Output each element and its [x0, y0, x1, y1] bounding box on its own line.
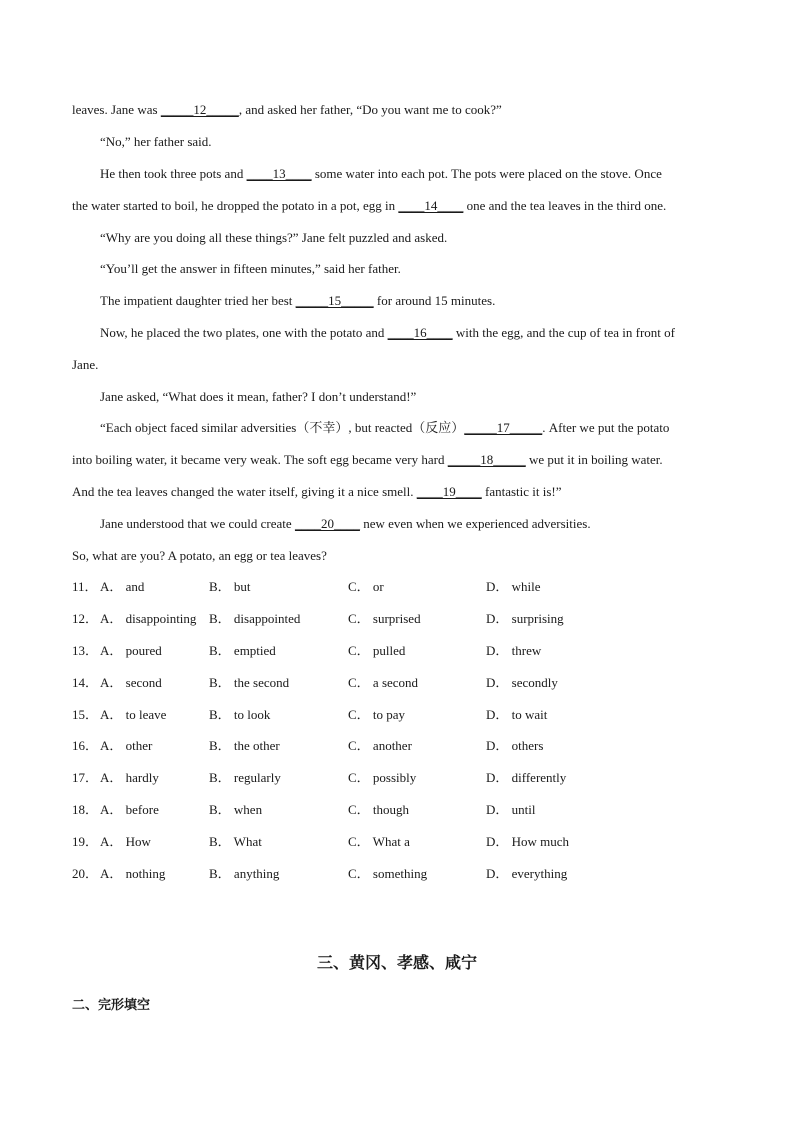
- option-d: D． How much: [486, 834, 570, 849]
- option-c: C． surprised: [348, 611, 421, 626]
- passage-line: [100, 165, 730, 183]
- blank-16: ____16____: [387, 325, 453, 340]
- passage-line: “You’ll get the answer in fifteen minutes,” said her father.: [100, 261, 401, 276]
- option-a: A． to leave: [100, 707, 167, 722]
- option-a: A． second: [100, 675, 162, 690]
- option-b: B． but: [209, 579, 251, 594]
- blank-19: ____19____: [416, 484, 482, 499]
- option-d: D． everything: [486, 866, 568, 881]
- passage-line: [100, 324, 730, 342]
- blank-12: _____12_____: [160, 102, 239, 117]
- option-d: D． others: [486, 738, 544, 753]
- option-b: B． emptied: [209, 643, 276, 658]
- option-d: D． differently: [486, 770, 567, 785]
- question-number: 15．: [72, 707, 99, 722]
- text: we put it in boiling water.: [525, 452, 663, 467]
- text: , and asked her father, “Do you want me to cook?”: [238, 102, 502, 117]
- blank-18: _____18_____: [447, 452, 526, 467]
- option-c: C． something: [348, 866, 428, 881]
- passage-line: “Why are you doing all these things?” Jane felt puzzled and asked.: [100, 230, 448, 245]
- option-d: D． threw: [486, 643, 542, 658]
- question-row: [72, 610, 732, 628]
- text: Now, he placed the two plates, one with the potato and: [100, 325, 388, 340]
- question-number: 14．: [72, 675, 99, 690]
- passage-line: “No,” her father said.: [100, 134, 212, 149]
- question-number: 19．: [72, 834, 99, 849]
- option-c: C． pulled: [348, 643, 406, 658]
- option-a: A． How: [100, 834, 151, 849]
- passage-line: [72, 101, 732, 119]
- option-a: A． disappointing: [100, 611, 197, 626]
- blank-20: ____20____: [294, 516, 360, 531]
- question-number: 20．: [72, 866, 99, 881]
- question-row: [72, 737, 732, 755]
- option-b: B． disappointed: [209, 611, 301, 626]
- text: for around 15 minutes.: [373, 293, 496, 308]
- option-b: B． when: [209, 802, 263, 817]
- blank-13: ____13____: [246, 166, 312, 181]
- question-row: [72, 674, 732, 692]
- passage-line: [72, 483, 732, 501]
- passage-line: Jane asked, “What does it mean, father? I don’t understand!”: [100, 389, 417, 404]
- blank-15: _____15_____: [295, 293, 374, 308]
- passage-line: [100, 515, 730, 533]
- option-d: D． secondly: [486, 675, 558, 690]
- option-d: D． to wait: [486, 707, 548, 722]
- question-row: [72, 769, 732, 787]
- option-a: A． and: [100, 579, 145, 594]
- option-b: B． to look: [209, 707, 271, 722]
- text: . After we put the potato: [542, 420, 670, 435]
- question-row: [72, 706, 732, 724]
- text: “Each object faced similar adversities（不幸）, but reacted（反应）: [100, 420, 465, 435]
- text: And the tea leaves changed the water itself, giving it a nice smell.: [72, 484, 417, 499]
- question-row: [72, 578, 732, 596]
- option-a: A． before: [100, 802, 159, 817]
- option-c: C． a second: [348, 675, 419, 690]
- option-d: D． surprising: [486, 611, 564, 626]
- option-a: A． other: [100, 738, 153, 753]
- text: with the egg, and the cup of tea in front of: [452, 325, 675, 340]
- option-b: B． regularly: [209, 770, 281, 785]
- option-b: B． the second: [209, 675, 290, 690]
- text: one and the tea leaves in the third one.: [463, 198, 667, 213]
- option-c: C． to pay: [348, 707, 406, 722]
- passage-line: So, what are you? A potato, an egg or tea leaves?: [72, 548, 327, 563]
- text: He then took three pots and: [100, 166, 247, 181]
- question-row: [72, 801, 732, 819]
- option-c: C． or: [348, 579, 384, 594]
- option-b: B． anything: [209, 866, 280, 881]
- question-number: 11．: [72, 579, 98, 594]
- text: The impatient daughter tried her best: [100, 293, 296, 308]
- text: into boiling water, it became very weak. The soft egg became very hard: [72, 452, 448, 467]
- question-row: [72, 833, 732, 851]
- option-a: A． hardly: [100, 770, 159, 785]
- text: the water started to boil, he dropped the potato in a pot, egg in: [72, 198, 399, 213]
- blank-17: _____17_____: [464, 420, 543, 435]
- option-c: C． What a: [348, 834, 410, 849]
- option-b: B． What: [209, 834, 262, 849]
- text: fantastic it is!”: [481, 484, 562, 499]
- passage-line: [72, 197, 732, 215]
- question-number: 17．: [72, 770, 99, 785]
- text: leaves. Jane was: [72, 102, 161, 117]
- text: Jane understood that we could create: [100, 516, 295, 531]
- question-number: 16．: [72, 738, 99, 753]
- question-row: [72, 642, 732, 660]
- section-subtitle: 二、完形填空: [72, 998, 151, 1013]
- option-d: D． until: [486, 802, 536, 817]
- option-a: A． poured: [100, 643, 162, 658]
- section-title: 三、黄冈、孝感、咸宁: [316, 953, 477, 972]
- question-number: 13．: [72, 643, 99, 658]
- text: some water into each pot. The pots were placed on the stove. Once: [311, 166, 662, 181]
- question-row: [72, 865, 732, 883]
- option-a: A． nothing: [100, 866, 166, 881]
- passage-line: [100, 292, 730, 310]
- question-number: 18．: [72, 802, 99, 817]
- question-number: 12．: [72, 611, 99, 626]
- passage-line: Jane.: [72, 357, 99, 372]
- option-d: D． while: [486, 579, 541, 594]
- passage-line: [100, 419, 730, 437]
- option-c: C． another: [348, 738, 412, 753]
- option-b: B． the other: [209, 738, 280, 753]
- blank-14: ____14____: [398, 198, 464, 213]
- option-c: C． possibly: [348, 770, 417, 785]
- text: new even when we experienced adversities.: [359, 516, 591, 531]
- passage-line: [72, 451, 732, 469]
- option-c: C． though: [348, 802, 410, 817]
